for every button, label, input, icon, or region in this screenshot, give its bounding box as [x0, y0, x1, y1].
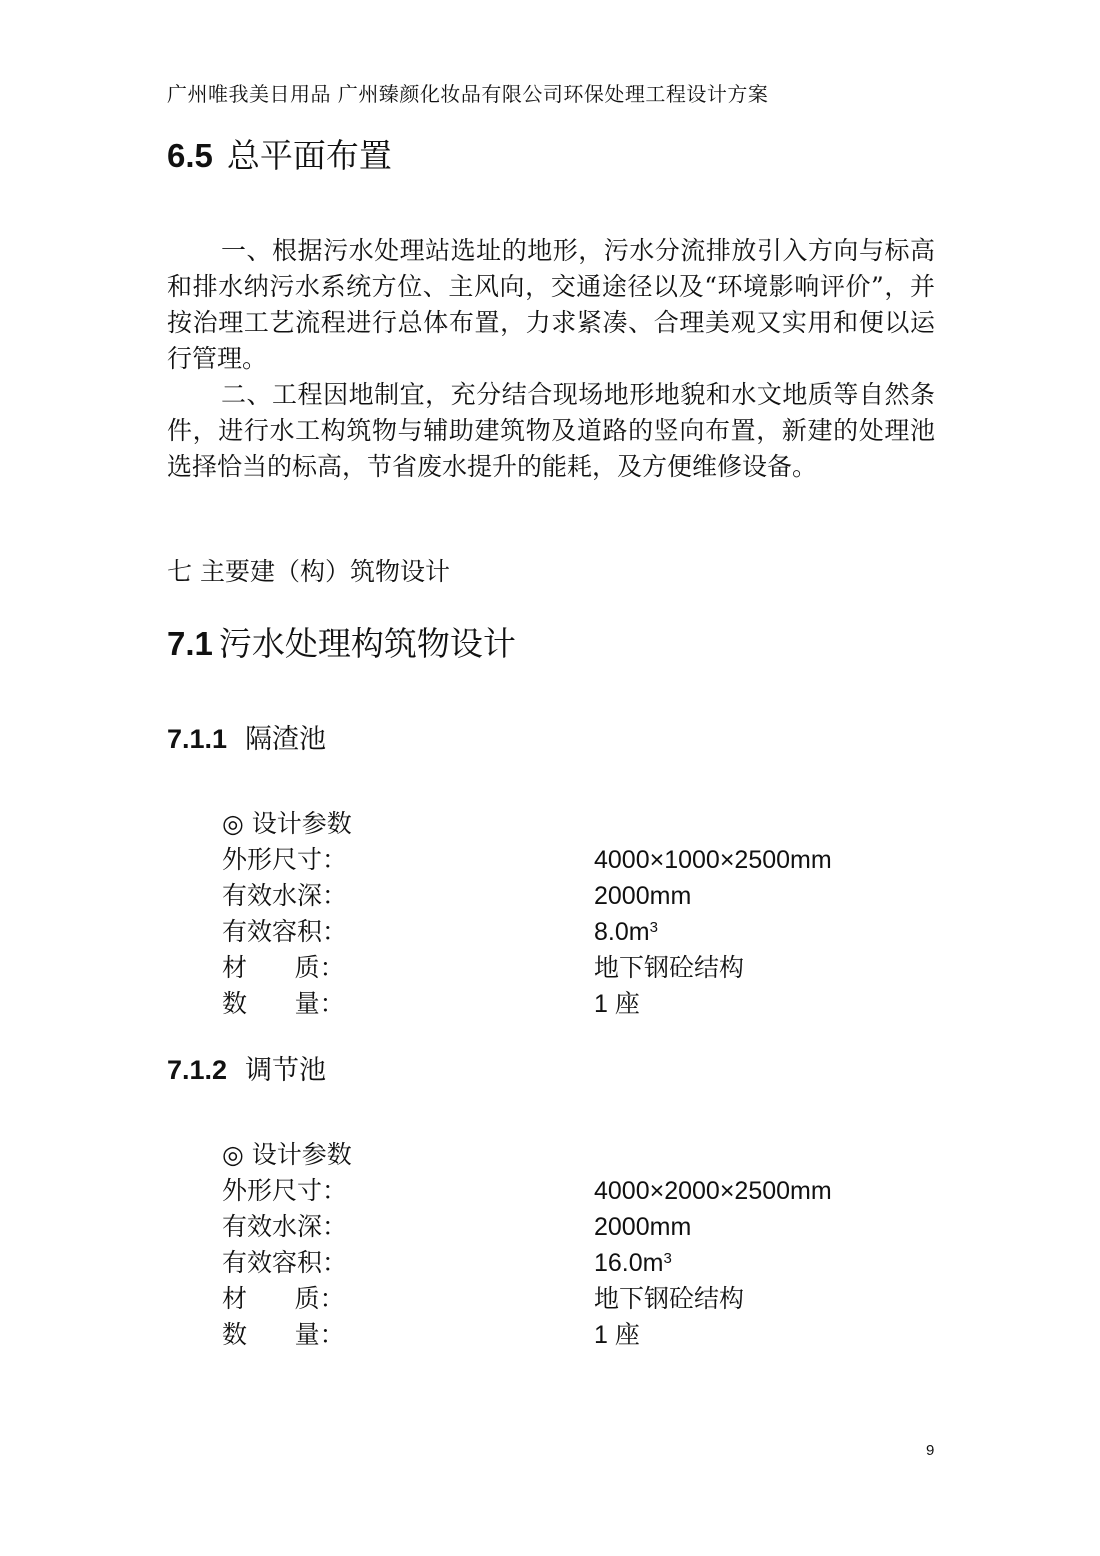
section-number: 7.1 — [167, 625, 213, 662]
param-label: 数 量： — [222, 1320, 345, 1349]
param-label: 外形尺寸： — [222, 1176, 348, 1205]
param-label: 有效容积： — [222, 917, 348, 946]
param-value: 4000×1000×2500mm — [594, 846, 832, 874]
section-title: 调节池 — [245, 1055, 327, 1086]
section-number: 7.1.1 — [167, 724, 228, 754]
section-title: 隔渣池 — [245, 724, 327, 755]
paragraph-2: 二、工程因地制宜，充分结合现场地形地貌和水文地质等自然条件，进行水工构筑物与辅助建筑物及道路的竖向布置，新建的处理池选择恰当的标高，节省废水提升的能耗，及方便维修设备。 — [167, 380, 935, 481]
page-number: 9 — [926, 1442, 935, 1459]
param-label: 数 量： — [222, 989, 345, 1018]
section-7-1-heading — [167, 618, 516, 665]
section-6-5-heading — [167, 130, 392, 177]
param-label: 有效水深： — [222, 1212, 348, 1241]
section-7-1-2-heading — [167, 1048, 326, 1087]
running-header: 广州唯我美日用品 广州臻颜化妆品有限公司环保处理工程设计方案 — [167, 82, 769, 106]
superscript: 3 — [649, 919, 658, 936]
param-value: 2000mm — [594, 1213, 692, 1241]
param-value: 4000×2000×2500mm — [594, 1177, 832, 1205]
param-label: 材 质： — [222, 953, 345, 982]
param-label: 外形尺寸： — [222, 845, 348, 874]
params-heading: ◎ 设计参数 — [222, 1140, 352, 1169]
param-value: 1 座 — [594, 1321, 640, 1349]
params-heading: ◎ 设计参数 — [222, 809, 352, 838]
param-label: 有效容积： — [222, 1248, 348, 1277]
superscript: 3 — [663, 1250, 672, 1267]
param-value — [594, 1245, 672, 1281]
param-value: 2000mm — [594, 882, 692, 910]
param-value — [594, 914, 658, 950]
param-value: 地下钢砼结构 — [594, 1285, 745, 1313]
param-value: 1 座 — [594, 990, 640, 1018]
param-label: 材 质： — [222, 1284, 345, 1313]
param-value-base: 16.0m — [594, 1249, 664, 1277]
section-number: 6.5 — [167, 137, 213, 174]
section-title: 污水处理构筑物设计 — [218, 624, 516, 663]
chapter-7-heading: 七 主要建（构）筑物设计 — [167, 557, 450, 586]
param-value: 地下钢砼结构 — [594, 954, 745, 982]
section-title: 总平面布置 — [226, 136, 392, 175]
param-value-base: 8.0m — [594, 918, 650, 946]
section-number: 7.1.2 — [167, 1055, 228, 1085]
section-7-1-1-heading — [167, 717, 326, 756]
paragraph-1: 一、根据污水处理站选址的地形，污水分流排放引入方向与标高和排水纳污水系统方位、主风向，交通途径以及“环境影响评价”，并按治理工艺流程进行总体布置，力求紧凑、合理美观又实用和便以运行管理。 — [167, 236, 935, 373]
param-label: 有效水深： — [222, 881, 348, 910]
